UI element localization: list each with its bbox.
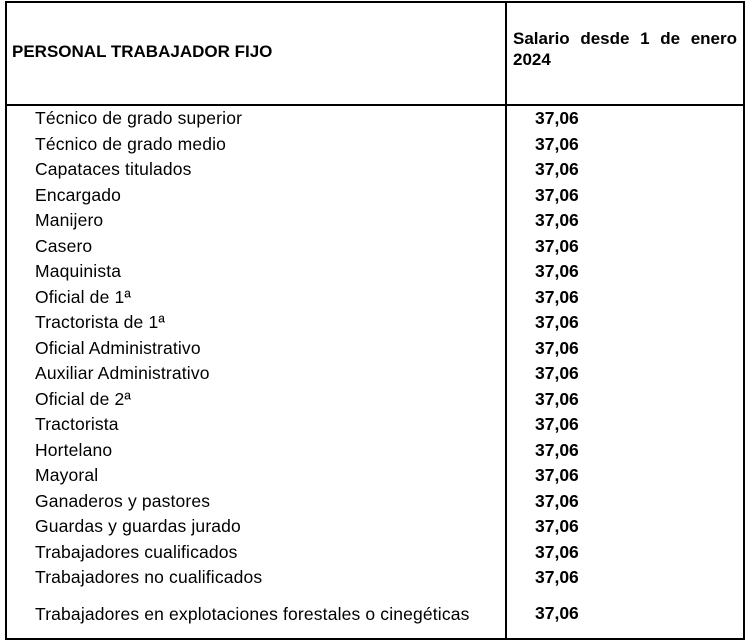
category-cell: Trabajadores en explotaciones forestales o cinegéticas (6, 591, 506, 639)
table-row (6, 565, 744, 591)
table-row (6, 157, 744, 183)
category-cell: Oficial Administrativo (6, 336, 506, 362)
salary-cell: 37,06 (506, 463, 744, 489)
category-cell: Trabajadores cualificados (6, 540, 506, 566)
category-cell: Auxiliar Administrativo (6, 361, 506, 387)
category-cell: Técnico de grado medio (6, 132, 506, 158)
salary-cell: 37,06 (506, 540, 744, 566)
salary-table (5, 1, 745, 640)
table-row (6, 234, 744, 260)
table-row (6, 105, 744, 132)
header-category-cell (6, 2, 506, 105)
category-cell: Ganaderos y pastores (6, 489, 506, 515)
table-header-row (6, 2, 744, 105)
salary-cell: 37,06 (506, 285, 744, 311)
salary-cell: 37,06 (506, 387, 744, 413)
table-row (6, 183, 744, 209)
table-row (6, 285, 744, 311)
salary-cell: 37,06 (506, 234, 744, 260)
category-cell: Tractorista (6, 412, 506, 438)
category-cell: Guardas y guardas jurado (6, 514, 506, 540)
salary-cell: 37,06 (506, 489, 744, 515)
table-row (6, 361, 744, 387)
table-row (6, 412, 744, 438)
table-row (6, 540, 744, 566)
header-salary-cell (506, 2, 744, 105)
salary-cell: 37,06 (506, 105, 744, 132)
table-row (6, 387, 744, 413)
salary-cell: 37,06 (506, 183, 744, 209)
table-row (6, 132, 744, 158)
category-cell: Capataces titulados (6, 157, 506, 183)
table-row (6, 310, 744, 336)
salary-cell: 37,06 (506, 208, 744, 234)
salary-cell: 37,06 (506, 361, 744, 387)
header-category-label: PERSONAL TRABAJADOR FIJO (12, 41, 273, 61)
salary-cell: 37,06 (506, 514, 744, 540)
category-cell: Mayoral (6, 463, 506, 489)
salary-cell: 37,06 (506, 259, 744, 285)
category-cell: Oficial de 2ª (6, 387, 506, 413)
category-cell: Trabajadores no cualificados (6, 565, 506, 591)
category-cell: Casero (6, 234, 506, 260)
salary-cell: 37,06 (506, 412, 744, 438)
category-cell: Tractorista de 1ª (6, 310, 506, 336)
table-row (6, 208, 744, 234)
header-salary-label: Salario desde 1 de enero 2024 (513, 28, 737, 69)
category-cell: Maquinista (6, 259, 506, 285)
table-row (6, 463, 744, 489)
category-cell: Hortelano (6, 438, 506, 464)
table-row (6, 259, 744, 285)
table-row (6, 489, 744, 515)
table-row (6, 514, 744, 540)
category-cell: Manijero (6, 208, 506, 234)
salary-cell: 37,06 (506, 132, 744, 158)
table-row (6, 591, 744, 639)
salary-cell: 37,06 (506, 591, 744, 639)
table-row (6, 438, 744, 464)
category-cell: Oficial de 1ª (6, 285, 506, 311)
table-row (6, 336, 744, 362)
salary-cell: 37,06 (506, 565, 744, 591)
category-cell: Técnico de grado superior (6, 105, 506, 132)
salary-cell: 37,06 (506, 438, 744, 464)
salary-cell: 37,06 (506, 310, 744, 336)
salary-cell: 37,06 (506, 336, 744, 362)
category-cell: Encargado (6, 183, 506, 209)
salary-cell: 37,06 (506, 157, 744, 183)
